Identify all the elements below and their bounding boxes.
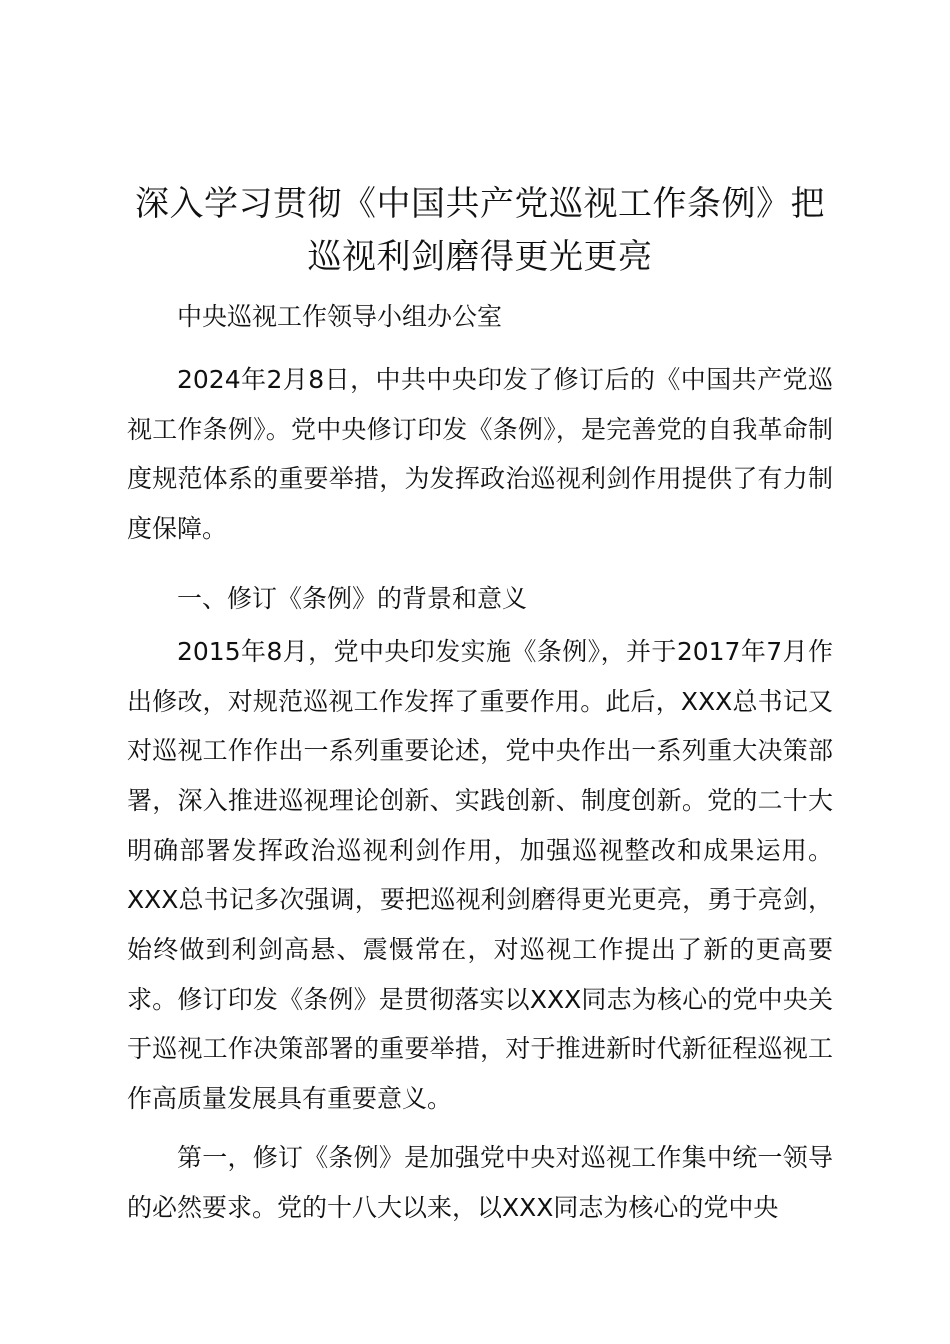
paragraph-background: 2015年8月，党中央印发实施《条例》，并于2017年7月作出修改，对规范巡视工作发挥了重要作用。此后，XXX总书记又对巡视工作作出一系列重要论述，党中央作出一系列重大决策部署，深入推进巡视理论创新、实践创新、制度创新。党的二十大明确部署发挥政治巡视利剑作用，加强巡视整改和成果运用。XXX总书记多次强调，要把巡视利剑磨得更光更亮，勇于亮剑，始终做到利剑高悬、震慑常在，对巡视工作提出了新的更高要求。修订印发《条例》是贯彻落实以XXX同志为核心的党中央关于巡视工作决策部署的重要举措，对于推进新时代新征程巡视工作高质量发展具有重要意义。 bbox=[127, 636, 833, 1114]
section-heading: 一、修订《条例》的背景和意义 bbox=[177, 583, 528, 613]
document-title: 深入学习贯彻《中国共产党巡视工作条例》把巡视利剑磨得更光更亮 bbox=[135, 184, 825, 277]
paragraph-point-one: 第一，修订《条例》是加强党中央对巡视工作集中统一领导的必然要求。党的十八大以来，以XXX同志为核心的党中央 bbox=[127, 1142, 833, 1222]
paragraph-intro: 2024年2月8日，中共中央印发了修订后的《中国共产党巡视工作条例》。党中央修订印发《条例》，是完善党的自我革命制度规范体系的重要举措，为发挥政治巡视利剑作用提供了有力制度保障。 bbox=[127, 365, 833, 544]
document-page bbox=[127, 178, 833, 1232]
author-byline: 中央巡视工作领导小组办公室 bbox=[177, 302, 503, 331]
